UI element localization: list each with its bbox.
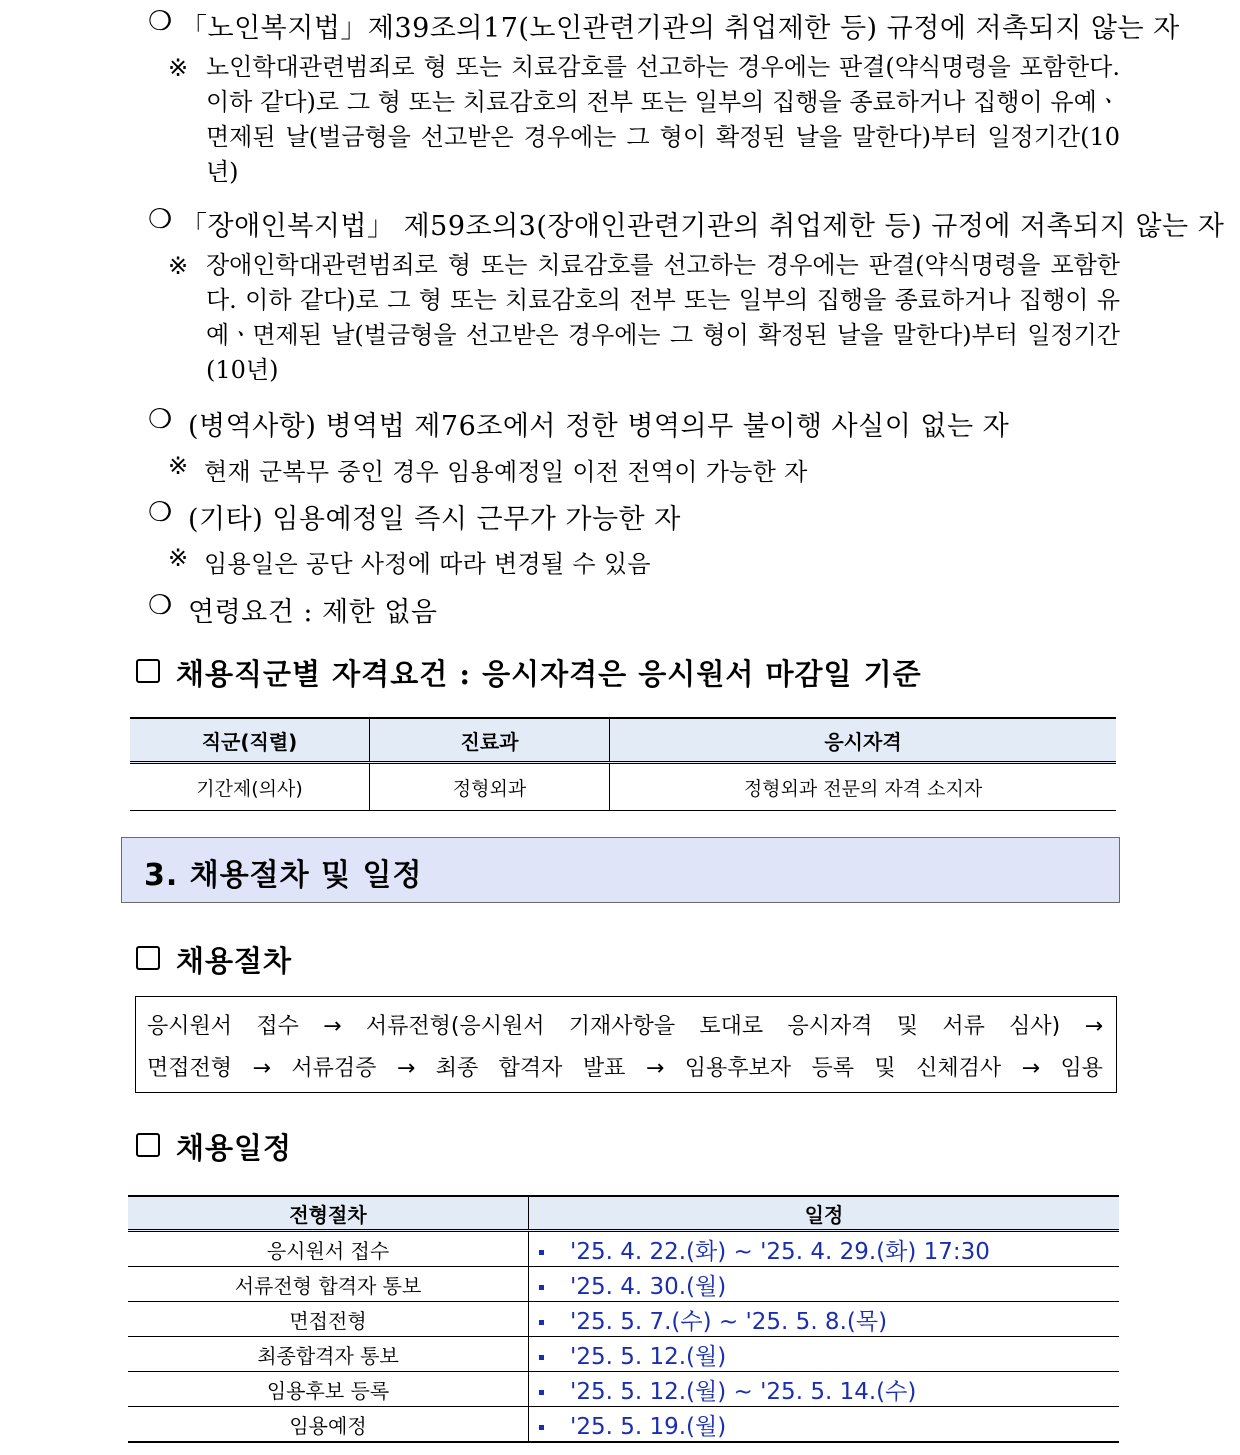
- note-mark-icon: ※: [168, 252, 189, 280]
- schedule-date: '25. 5. 12.(월): [529, 1337, 1120, 1372]
- schedule-title: 채용일정: [176, 1131, 293, 1165]
- procedure-title: 채용절차: [176, 944, 293, 978]
- circle-bullet-icon: ❍: [148, 404, 173, 435]
- table-row: [128, 1231, 1119, 1267]
- schedule-step: 면접전형: [128, 1302, 529, 1337]
- schedule-date: '25. 5. 19.(월): [529, 1407, 1120, 1443]
- table-row: [128, 1302, 1119, 1337]
- table-cell: 정형외과: [370, 763, 610, 811]
- schedule-step: 응시원서 접수: [128, 1231, 529, 1267]
- note-mark-icon: ※: [168, 54, 189, 82]
- circle-bullet-icon: ❍: [148, 6, 173, 37]
- military-qualification: (병역사항) 병역법 제76조에서 정한 병역의무 불이행 사실이 없는 자: [188, 411, 1010, 442]
- schedule-date: '25. 4. 22.(화) ~ '25. 4. 29.(화) 17:30: [529, 1231, 1120, 1267]
- schedule-step: 최종합격자 통보: [128, 1337, 529, 1372]
- table-row: [128, 1337, 1119, 1372]
- table-header: 진료과: [370, 718, 610, 763]
- checkbox-square-icon: [136, 946, 160, 970]
- table-header: 일정: [529, 1196, 1120, 1231]
- table-row: [130, 763, 1116, 811]
- table-cell: 정형외과 전문의 자격 소지자: [610, 763, 1117, 811]
- square-bullet-icon: [539, 1320, 544, 1325]
- age-qualification: 연령요건 : 제한 없음: [188, 597, 438, 628]
- table-header: 응시자격: [610, 718, 1117, 763]
- job-qualification-table: [130, 717, 1116, 811]
- checkbox-square-icon: [136, 659, 160, 683]
- table-header-row: [128, 1196, 1119, 1231]
- square-bullet-icon: [539, 1285, 544, 1290]
- military-note: 현재 군복무 중인 경우 임용예정일 이전 전역이 가능한 자: [204, 458, 808, 486]
- procedure-box: [135, 996, 1117, 1093]
- square-bullet-icon: [539, 1390, 544, 1395]
- square-bullet-icon: [539, 1425, 544, 1430]
- table-row: [128, 1267, 1119, 1302]
- disabled-welfare-qualification: 「장애인복지법」 제59조의3(장애인관련기관의 취업제한 등) 규정에 저촉되지 않는 자: [180, 211, 1225, 242]
- table-cell: 기간제(의사): [130, 763, 370, 811]
- section-heading-box: [121, 837, 1120, 903]
- elderly-welfare-note: 노인학대관련범죄로 형 또는 치료감호를 선고하는 경우에는 판결(약식명령을 포함한다. 이하 같다)로 그 형 또는 치료감호의 전부 또는 일부의 집행을 종료하거나 집행이 유예ㆍ면제된 날(벌금형을 선고받은 경우에는 그 형이 확정된 날을 말한다)부터 일정기간(10년): [206, 53, 1120, 186]
- schedule-date: '25. 5. 12.(월) ~ '25. 5. 14.(수): [529, 1372, 1120, 1407]
- square-bullet-icon: [539, 1250, 544, 1255]
- table-row: [128, 1372, 1119, 1407]
- schedule-date: '25. 4. 30.(월): [529, 1267, 1120, 1302]
- circle-bullet-icon: ❍: [148, 204, 173, 235]
- table-header-row: [130, 718, 1116, 763]
- procedure-line-1: 응시원서 접수 → 서류전형(응시원서 기재사항을 토대로 응시자격 및 서류 심사) →: [147, 1014, 1103, 1039]
- schedule-step: 임용예정: [128, 1407, 529, 1443]
- elderly-welfare-qualification: 「노인복지법」제39조의17(노인관련기관의 취업제한 등) 규정에 저촉되지 않는 자: [180, 13, 1180, 44]
- job-qualification-title: 채용직군별 자격요건 : 응시자격은 응시원서 마감일 기준: [176, 657, 922, 691]
- schedule-step: 서류전형 합격자 통보: [128, 1267, 529, 1302]
- schedule-date: '25. 5. 7.(수) ~ '25. 5. 8.(목): [529, 1302, 1120, 1337]
- checkbox-square-icon: [136, 1133, 160, 1157]
- section-title: 3. 채용절차 및 일정: [144, 858, 423, 893]
- schedule-step: 임용후보 등록: [128, 1372, 529, 1407]
- other-qualification: (기타) 임용예정일 즉시 근무가 가능한 자: [188, 504, 681, 535]
- procedure-line-2: 면접전형 → 서류검증 → 최종 합격자 발표 → 임용후보자 등록 및 신체검사 → 임용: [147, 1056, 1103, 1081]
- note-mark-icon: ※: [168, 452, 189, 480]
- table-header: 직군(직렬): [130, 718, 370, 763]
- schedule-table: [128, 1195, 1119, 1443]
- table-row: [128, 1407, 1119, 1443]
- circle-bullet-icon: ❍: [148, 590, 173, 621]
- other-note: 임용일은 공단 사정에 따라 변경될 수 있음: [204, 550, 651, 578]
- square-bullet-icon: [539, 1355, 544, 1360]
- note-mark-icon: ※: [168, 544, 189, 572]
- table-header: 전형절차: [128, 1196, 529, 1231]
- circle-bullet-icon: ❍: [148, 497, 173, 528]
- disabled-welfare-note: 장애인학대관련범죄로 형 또는 치료감호를 선고하는 경우에는 판결(약식명령을 포함한다. 이하 같다)로 그 형 또는 치료감호의 전부 또는 일부의 집행을 종료하거나 집행이 유예ㆍ면제된 날(벌금형을 선고받은 경우에는 그 형이 확정된 날을 말한다)부터 일정기간(10년): [206, 251, 1120, 384]
